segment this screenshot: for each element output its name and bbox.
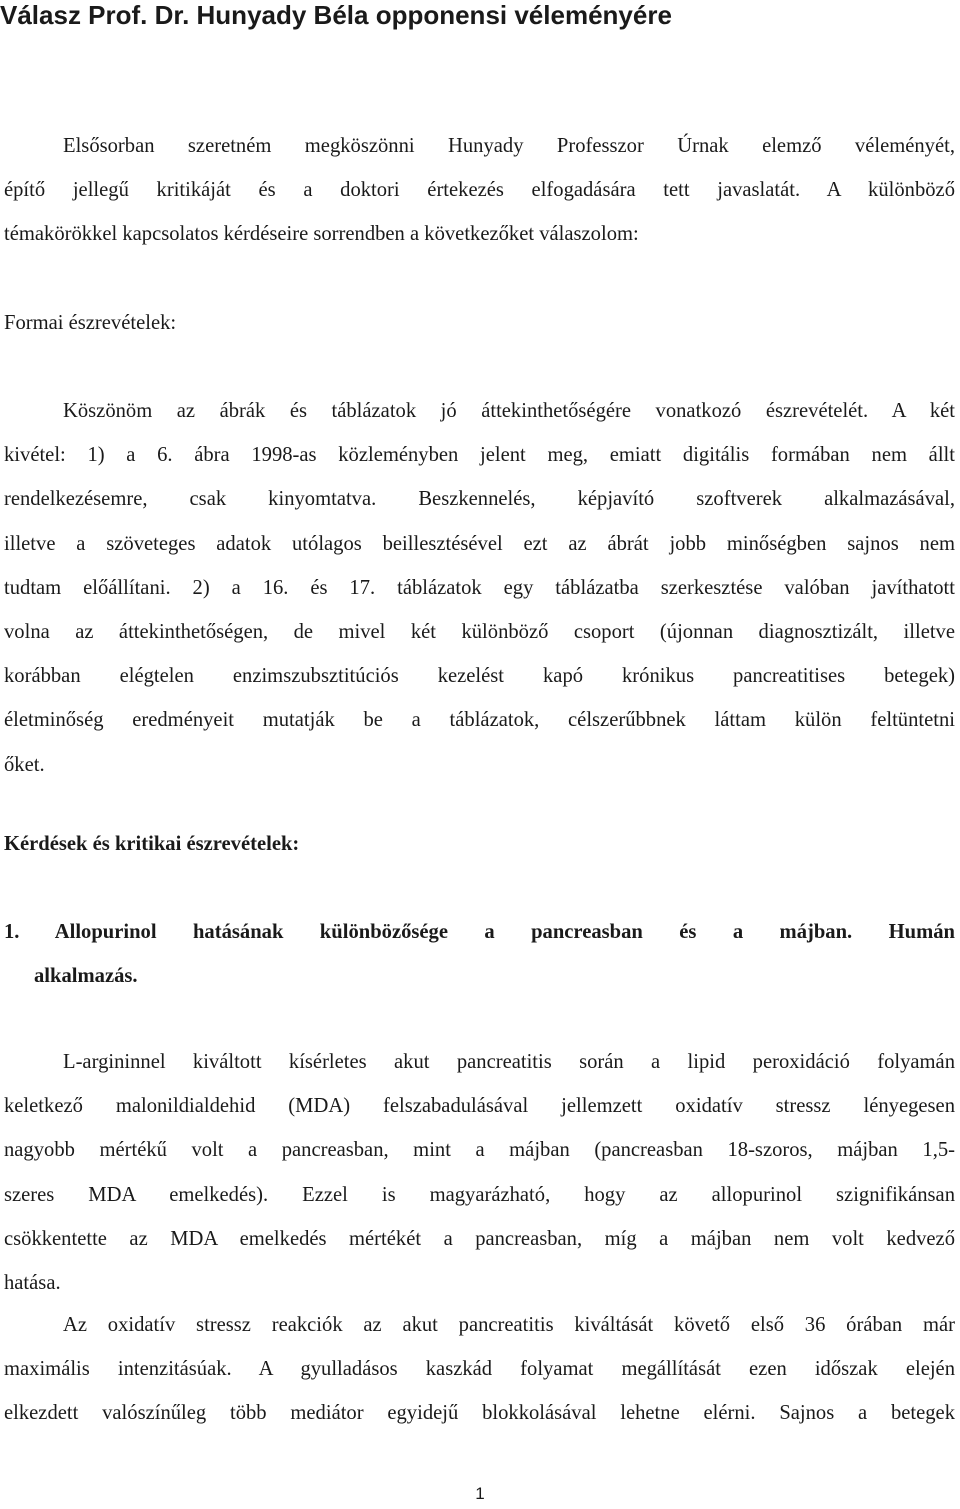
paragraph-line: nagyobb mértékű volt a pancreasban, mint a májban (pancreasban 18-szoros, májban 1,5-: [4, 1139, 955, 1162]
page-number: 1: [475, 1484, 485, 1503]
page-title: Válasz Prof. Dr. Hunyady Béla opponensi véleményére: [0, 0, 672, 30]
paragraph-line: L-argininnel kiváltott kísérletes akut pancreatitis során a lipid peroxidáció folyamán: [63, 1051, 955, 1073]
paragraph-line: Elsősorban szeretném megköszönni Hunyady Professzor Úrnak elemző véleményét,: [63, 135, 955, 157]
formal-remarks-heading: Formai észrevételek:: [4, 312, 177, 334]
paragraph-line: illetve a szöveteges adatok utólagos beillesztésével ezt az ábrát jobb minőségben sajnos nem: [4, 532, 955, 555]
paragraph-line: csökkentette az MDA emelkedés mértékét a pancreasban, míg a májban nem volt kedvező: [4, 1227, 955, 1250]
paragraph-line: építő jellegű kritikáját és a doktori értekezés elfogadására tett javaslatát. A különböző: [4, 179, 955, 202]
paragraph-line: elkezdett valószínűleg több mediátor egyidejű blokkolásával lehetne elérni. Sajnos a betegek: [4, 1402, 955, 1425]
allopurinol-paragraph: [4, 1040, 955, 1305]
paragraph-line: témakörökkel kapcsolatos kérdéseire sorrendben a következőket válaszolom:: [4, 223, 639, 246]
paragraph-line: korábban elégtelen enzimszubsztitúciós kezelést kapó krónikus pancreatitises betegek): [4, 665, 955, 688]
questions-heading: Kérdések és kritikai észrevételek:: [4, 833, 300, 855]
item-heading-line: alkalmazás.: [34, 965, 138, 988]
paragraph-line: rendelkezésemre, csak kinyomtatva. Beszkennelés, képjavító szoftverek alkalmazásával,: [4, 488, 955, 511]
formal-remarks-paragraph: [4, 389, 955, 787]
oxidative-stress-paragraph: [4, 1303, 955, 1436]
paragraph-line: életminőség eredményeit mutatják be a táblázatok, célszerűbbnek láttam külön feltüntetni: [4, 709, 955, 732]
paragraph-line: hatása.: [4, 1271, 61, 1294]
item-heading-line: 1. Allopurinol hatásának különbözősége a pancreasban és a májban. Humán: [4, 921, 955, 943]
paragraph-line: tudtam előállítani. 2) a 16. és 17. táblázatok egy táblázatba szerkesztése valóban javíthatott: [4, 576, 955, 599]
paragraph-line: Köszönöm az ábrák és táblázatok jó áttekinthetőségére vonatkozó észrevételét. A két: [63, 400, 955, 422]
paragraph-line: maximális intenzitásúak. A gyulladásos kaszkád folyamat megállítását ezen időszak elején: [4, 1358, 955, 1381]
numbered-item-1: [4, 910, 955, 998]
paragraph-line: őket.: [4, 753, 45, 776]
paragraph-line: Az oxidatív stressz reakciók az akut pancreatitis kiváltását követő első 36 órában már: [63, 1314, 955, 1336]
paragraph-line: volna az áttekinthetőségen, de mivel két különböző csoport (újonnan diagnosztizált, illetve: [4, 620, 955, 643]
intro-paragraph: [4, 124, 955, 257]
paragraph-line: szeres MDA emelkedés). Ezzel is magyarázható, hogy az allopurinol szignifikánsan: [4, 1183, 955, 1206]
paragraph-line: keletkező malonildialdehid (MDA) felszabadulásával jellemzett oxidatív stressz lényegesen: [4, 1095, 955, 1118]
paragraph-line: kivétel: 1) a 6. ábra 1998-as közleményben jelent meg, emiatt digitális formában nem állt: [4, 444, 955, 467]
